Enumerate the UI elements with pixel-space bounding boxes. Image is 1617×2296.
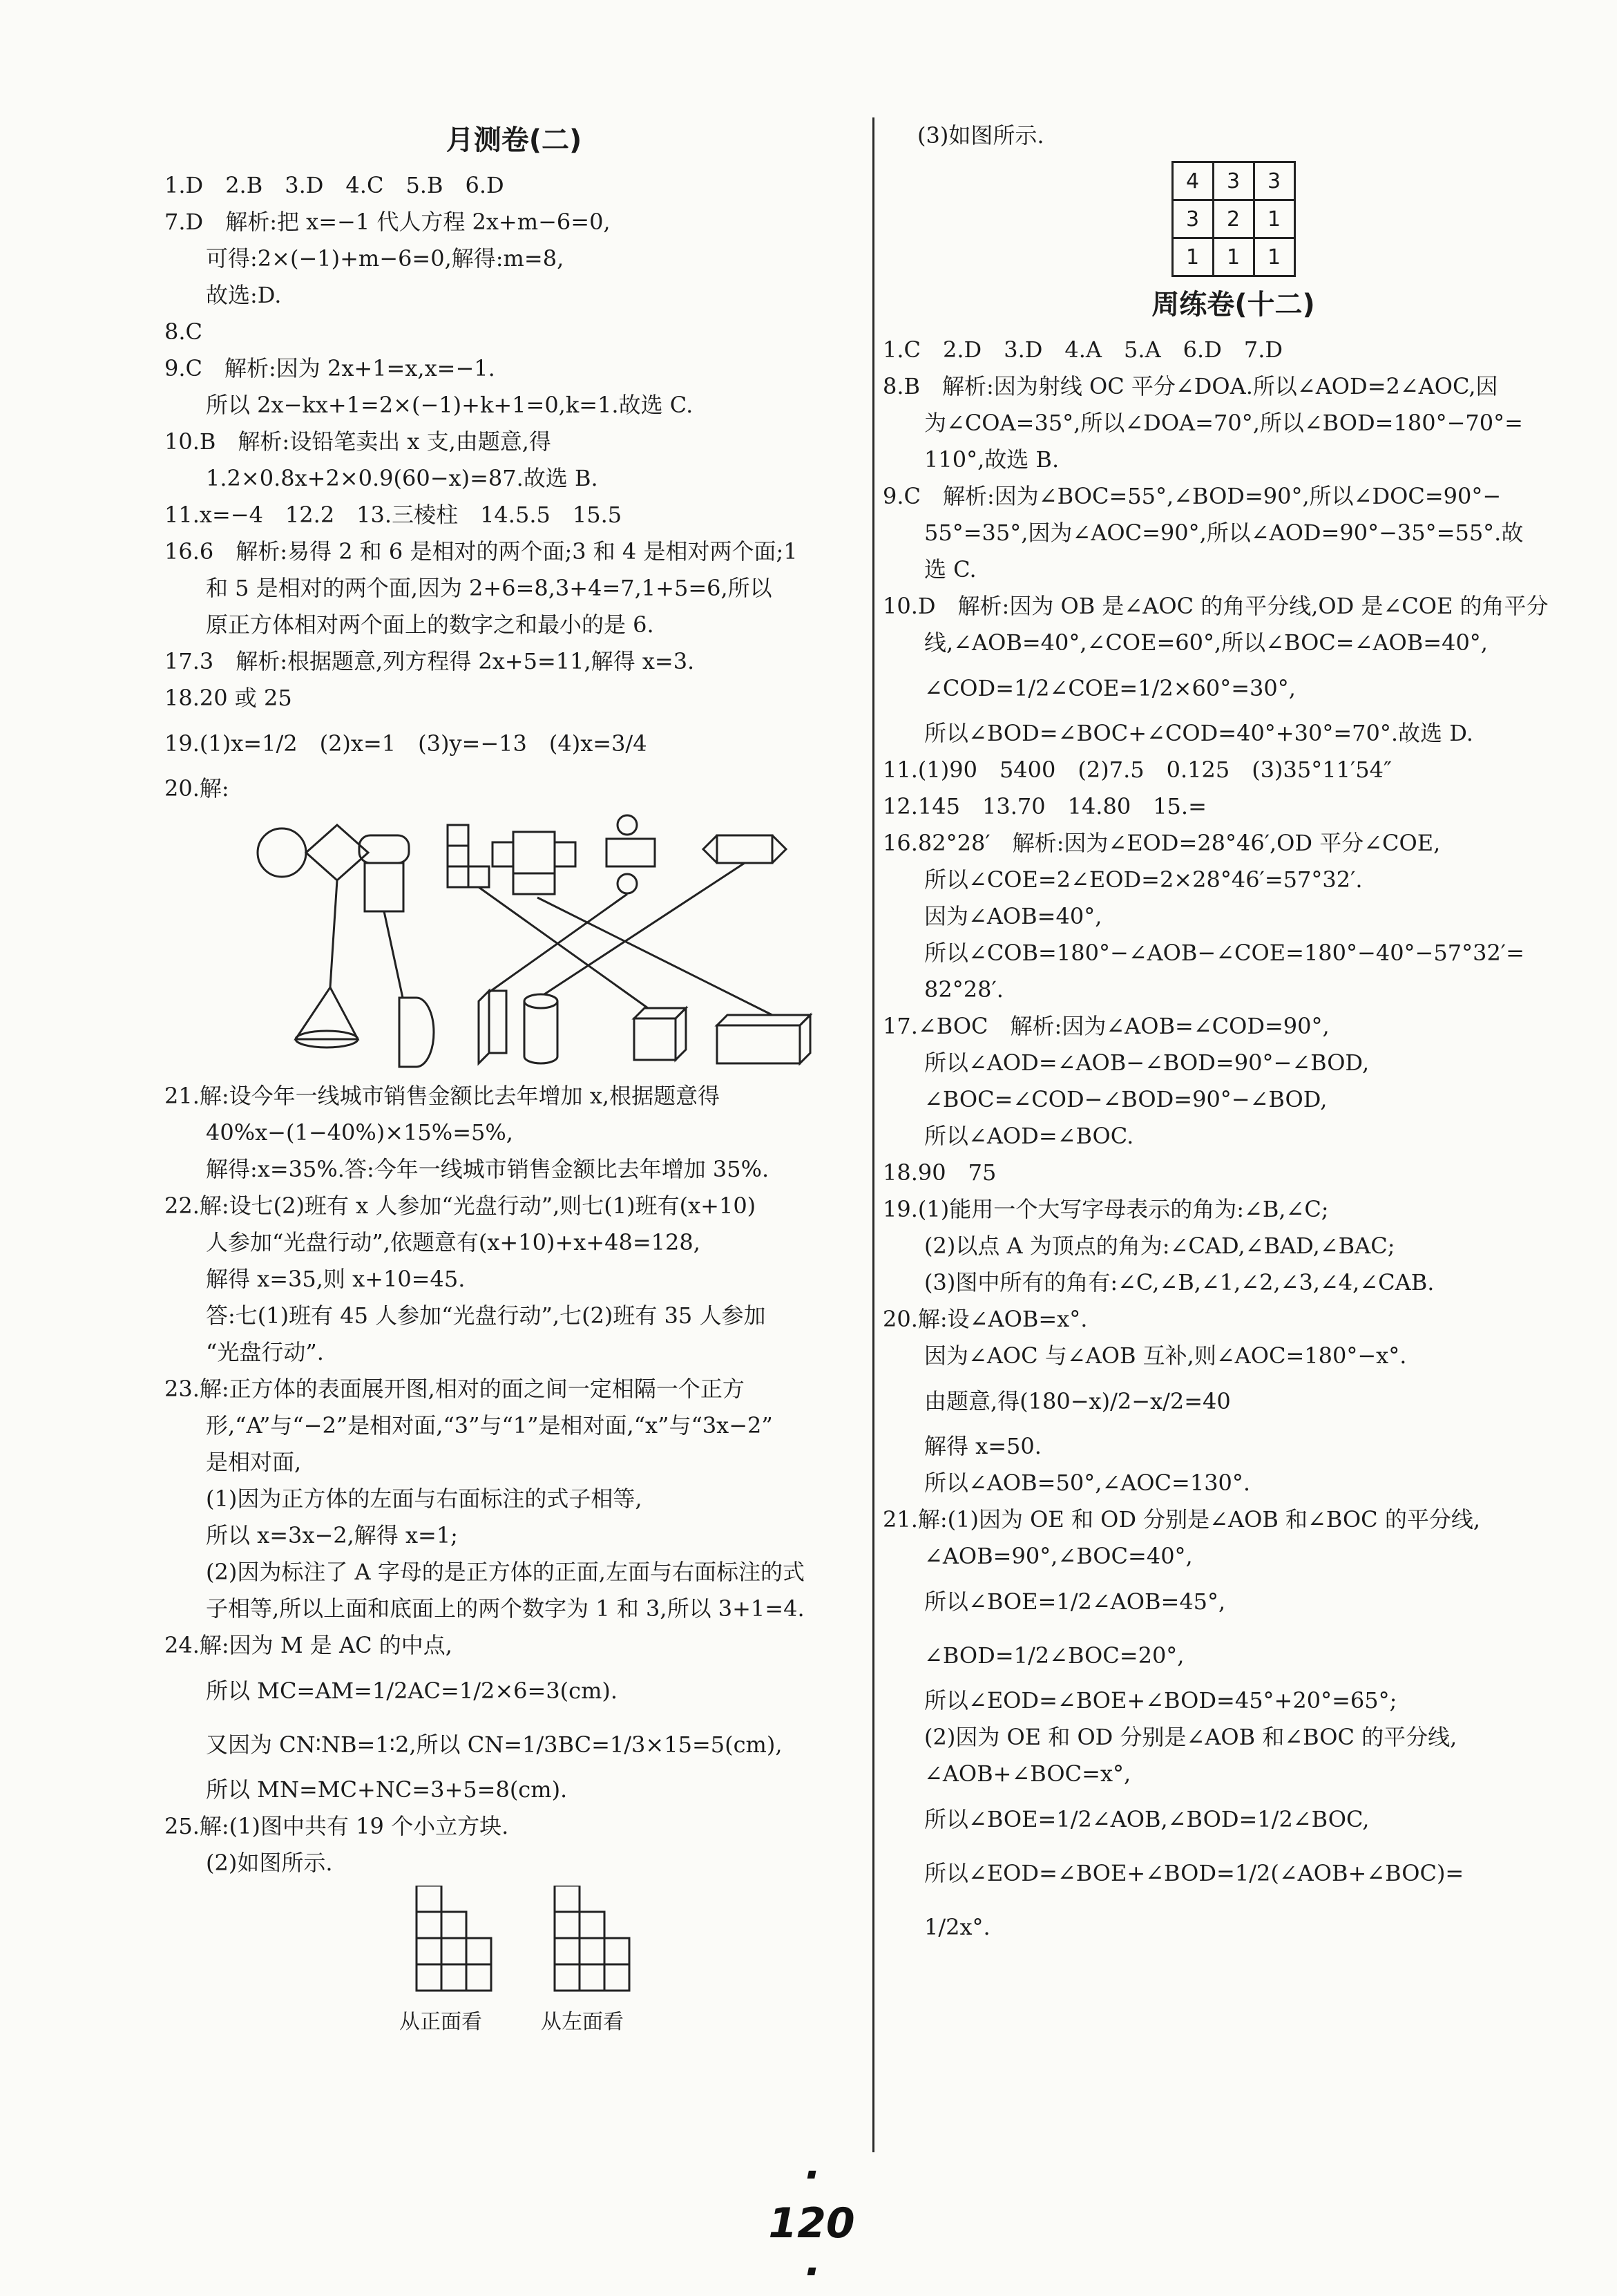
answer-line: 所以 2x−kx+1=2×(−1)+k+1=0,k=1.故选 C.	[206, 392, 693, 418]
answer-line: 所以∠EOD=∠BOE+∠BOD=45°+20°=65°;	[924, 1687, 1397, 1714]
answer-line: 11.(1)90 5400 (2)7.5 0.125 (3)35°11′54″	[883, 757, 1392, 783]
answer-line: 24.解:因为 M 是 AC 的中点,	[164, 1632, 452, 1658]
grid-cell: 3	[1254, 162, 1294, 200]
answer-line: 原正方体相对两个面上的数字之和最小的是 6.	[206, 611, 654, 638]
answer-line: 20.解:设∠AOB=x°.	[883, 1306, 1088, 1332]
grid-cell: 3	[1172, 200, 1213, 238]
answer-line: ∠BOD=1/2∠BOC=20°,	[924, 1642, 1185, 1669]
answer-line: 人参加“光盘行动”,依题意有(x+10)+x+48=128,	[206, 1229, 700, 1255]
answer-line: (2)以点 A 为顶点的角为:∠CAD,∠BAD,∠BAC;	[924, 1233, 1395, 1259]
answer-line: 1.2×0.8x+2×0.9(60−x)=87.故选 B.	[206, 465, 598, 491]
answer-line: 所以∠COE=2∠EOD=2×28°46′=57°32′.	[924, 866, 1363, 893]
left-view-caption: 从左面看	[541, 2010, 624, 2034]
answers-block-1	[164, 167, 863, 807]
answer-line: 解得 x=35,则 x+10=45.	[206, 1266, 466, 1292]
answer-line: 9.C 解析:因为∠BOC=55°,∠BOD=90°,所以∠DOC=90°−	[883, 483, 1502, 509]
grid-cell: 1	[1213, 238, 1254, 276]
answer-line: 25.解:(1)图中共有 19 个小立方块.	[164, 1813, 509, 1839]
answer-line: 22.解:设七(2)班有 x 人参加“光盘行动”,则七(1)班有(x+10)	[164, 1193, 756, 1219]
grid-cell: 1	[1172, 238, 1213, 276]
answer-line: 选 C.	[924, 556, 977, 582]
answer-line: 12.145 13.70 14.80 15.=	[883, 793, 1207, 819]
grid-cell: 3	[1213, 162, 1254, 200]
answer-line: 所以∠EOD=∠BOE+∠BOD=1/2(∠AOB+∠BOC)=	[924, 1860, 1464, 1886]
answer-line: ∠BOC=∠COD−∠BOD=90°−∠BOD,	[924, 1086, 1328, 1112]
answer-line: 是相对面,	[206, 1449, 302, 1475]
answer-line: (2)如图所示.	[206, 1850, 333, 1876]
answer-line: 9.C 解析:因为 2x+1=x,x=−1.	[164, 355, 495, 381]
answers-block-2	[164, 1078, 863, 1881]
matching-diagram	[164, 811, 863, 1074]
answer-line: 21.解:(1)因为 OE 和 OD 分别是∠AOB 和∠BOC 的平分线,	[883, 1506, 1481, 1533]
answer-line: 19.(1)能用一个大写字母表示的角为:∠B,∠C;	[883, 1196, 1329, 1222]
answer-line: 所以 MC=AM=1/2AC=1/2×6=3(cm).	[206, 1678, 618, 1704]
answer-line: 20.解:	[164, 775, 229, 801]
answer-line: 18.90 75	[883, 1159, 997, 1186]
answer-line: 10.B 解析:设铅笔卖出 x 支,由题意,得	[164, 428, 551, 455]
column-divider	[872, 117, 874, 2152]
answer-line: ∠COD=1/2∠COE=1/2×60°=30°,	[924, 675, 1296, 701]
grid-cell: 4	[1172, 162, 1213, 200]
views-diagram	[164, 1886, 863, 2003]
answer-line: ∠AOB=90°,∠BOC=40°,	[924, 1543, 1193, 1569]
answer-line: 11.x=−4 12.2 13.三棱柱 14.5.5 15.5	[164, 502, 622, 528]
grid-cell: 2	[1213, 200, 1254, 238]
answer-line: 21.解:设今年一线城市销售金额比去年增加 x,根据题意得	[164, 1083, 720, 1109]
right-column	[883, 117, 1584, 1954]
answer-line: 所以 MN=MC+NC=3+5=8(cm).	[206, 1776, 568, 1803]
answer-line: 82°28′.	[924, 976, 1004, 1003]
answer-line: 所以∠AOB=50°,∠AOC=130°.	[924, 1470, 1251, 1496]
answer-line: 17.3 解析:根据题意,列方程得 2x+5=11,解得 x=3.	[164, 648, 695, 674]
answer-line: 解得 x=50.	[924, 1433, 1042, 1459]
answer-line: (3)图中所有的角有:∠C,∠B,∠1,∠2,∠3,∠4,∠CAB.	[924, 1269, 1435, 1296]
answer-line: 解得:x=35%.答:今年一线城市销售金额比去年增加 35%.	[206, 1156, 769, 1182]
answer-line: (3)如图所示.	[917, 122, 1044, 149]
number-grid	[1171, 161, 1296, 277]
three-view-figure	[164, 1886, 863, 2038]
answer-line: 线,∠AOB=40°,∠COE=60°,所以∠BOC=∠AOB=40°,	[924, 629, 1488, 656]
section-title-weekly-test: 周练卷(十二)	[1151, 289, 1315, 321]
answer-line: 所以∠COB=180°−∠AOB−∠COE=180°−40°−57°32′=	[924, 940, 1524, 966]
answer-line: 16.6 解析:易得 2 和 6 是相对的两个面;3 和 4 是相对两个面;1	[164, 538, 798, 564]
answer-line: 23.解:正方体的表面展开图,相对的面之间一定相隔一个正方	[164, 1376, 745, 1402]
answer-line: 为∠COA=35°,所以∠DOA=70°,所以∠BOD=180°−70°=	[924, 410, 1523, 436]
section-title-monthly-test: 月测卷(二)	[446, 124, 582, 156]
answer-line: 19.(1)x=1/2 (2)x=1 (3)y=−13 (4)x=3/4	[164, 730, 647, 757]
answer-line: 8.C	[164, 319, 203, 345]
answer-line: 又因为 CN∶NB=1∶2,所以 CN=1/3BC=1/3×15=5(cm),	[206, 1732, 783, 1758]
answer-line: 17.∠BOC 解析:因为∠AOB=∠COD=90°,	[883, 1013, 1330, 1039]
answer-line: 可得:2×(−1)+m−6=0,解得:m=8,	[206, 245, 564, 272]
answer-line: 1.C 2.D 3.D 4.A 5.A 6.D 7.D	[883, 336, 1283, 363]
answer-line: (1)因为正方体的左面与右面标注的式子相等,	[206, 1486, 642, 1512]
answer-line: 所以∠BOE=1/2∠AOB,∠BOD=1/2∠BOC,	[924, 1806, 1370, 1832]
answer-line: 因为∠AOB=40°,	[924, 903, 1102, 929]
answer-line: 40%x−(1−40%)×15%=5%,	[206, 1119, 513, 1146]
answer-line: 55°=35°,因为∠AOC=90°,所以∠AOD=90°−35°=55°.故	[924, 520, 1524, 546]
answer-line: 所以∠AOD=∠AOB−∠BOD=90°−∠BOD,	[924, 1050, 1370, 1076]
answer-line: 8.B 解析:因为射线 OC 平分∠DOA.所以∠AOD=2∠AOC,因	[883, 373, 1498, 399]
answer-line: 子相等,所以上面和底面上的两个数字为 1 和 3,所以 3+1=4.	[206, 1595, 805, 1622]
answer-line: 答:七(1)班有 45 人参加“光盘行动”,七(2)班有 35 人参加	[206, 1302, 766, 1329]
front-view-caption: 从正面看	[399, 2010, 482, 2034]
grid-cell: 1	[1254, 238, 1294, 276]
answer-line: 所以∠BOD=∠BOC+∠COD=40°+30°=70°.故选 D.	[924, 720, 1473, 746]
answer-line: 16.82°28′ 解析:因为∠EOD=28°46′,OD 平分∠COE,	[883, 830, 1441, 856]
page-number: · 120 ·	[768, 2151, 855, 2296]
answer-line: 故选:D.	[206, 282, 282, 308]
answer-line: 由题意,得(180−x)/2−x/2=40	[924, 1388, 1231, 1414]
answer-line: 1.D 2.B 3.D 4.C 5.B 6.D	[164, 172, 504, 198]
solid-matching-figure	[164, 811, 863, 1074]
answer-line: 110°,故选 B.	[924, 446, 1060, 473]
answer-line: 7.D 解析:把 x=−1 代人方程 2x+m−6=0,	[164, 209, 611, 235]
answer-line: 所以∠AOD=∠BOC.	[924, 1123, 1134, 1149]
answer-line: ∠AOB+∠BOC=x°,	[924, 1761, 1131, 1787]
answers-block-right	[883, 332, 1584, 1954]
answer-line: (2)因为 OE 和 OD 分别是∠AOB 和∠BOC 的平分线,	[924, 1724, 1457, 1750]
answer-line: 10.D 解析:因为 OB 是∠AOC 的角平分线,OD 是∠COE 的角平分	[883, 593, 1549, 619]
answer-line: 和 5 是相对的两个面,因为 2+6=8,3+4=7,1+5=6,所以	[206, 575, 772, 601]
answer-line: 18.20 或 25	[164, 685, 292, 711]
left-column	[164, 117, 863, 2042]
answer-line: “光盘行动”.	[206, 1339, 324, 1365]
answer-line: 所以∠BOE=1/2∠AOB=45°,	[924, 1588, 1226, 1615]
answer-line: 形,“A”与“−2”是相对面,“3”与“1”是相对面,“x”与“3x−2”	[206, 1412, 773, 1439]
answer-line: 因为∠AOC 与∠AOB 互补,则∠AOC=180°−x°.	[924, 1343, 1407, 1369]
top-view-grid-figure	[883, 154, 1584, 282]
answer-line: 1/2x°.	[924, 1914, 991, 1940]
answer-line: 所以 x=3x−2,解得 x=1;	[206, 1522, 458, 1548]
answer-line: (2)因为标注了 A 字母的是正方体的正面,左面与右面标注的式	[206, 1559, 805, 1585]
grid-cell: 1	[1254, 200, 1294, 238]
